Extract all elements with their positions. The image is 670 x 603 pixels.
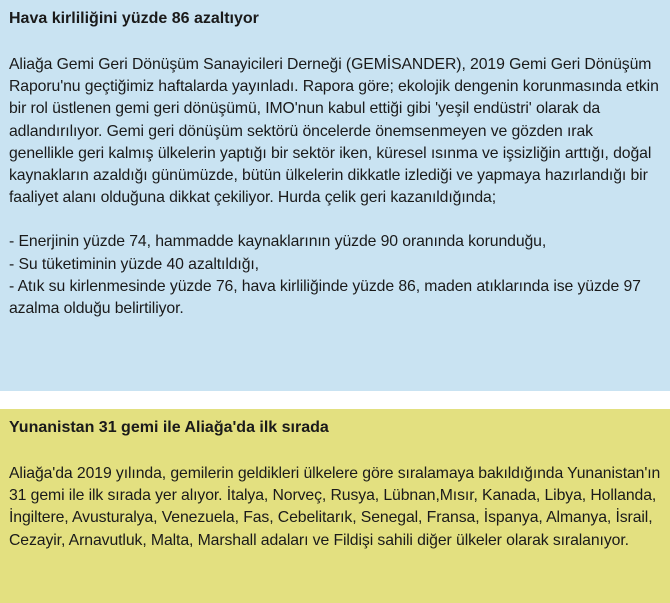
section-paragraph: Aliağa'da 2019 yılında, gemilerin geldikleri ülkelere göre sıralamaya bakıldığında Yunanistan'ın 31 gemi ile ilk sırada yer alıyor. İtalya, Norveç, Rusya, Lübnan,Mısır, Kanada, Libya, Hollanda, İngiltere, Avusturalya, Venezuela, Fas, Cebelitarık, Senegal, Fransa, İspanya, Almanya, İsrail, Cezayir, Arnavutluk, Malta, Marshall adaları ve Fildişi sahili diğer ülkeler olarak sıralanıyor. <box>9 465 661 549</box>
list-item: - Enerjinin yüzde 74, hammadde kaynaklarının yüzde 90 oranında korunduğu, <box>9 233 547 251</box>
list-item: - Su tüketiminin yüzde 40 azaltıldığı, <box>9 255 259 273</box>
section-paragraph: Aliağa Gemi Geri Dönüşüm Sanayicileri Derneği (GEMİSANDER), 2019 Gemi Geri Dönüşüm Raporu'nu geçtiğimiz haftalarda yayınladı. Rapora göre; ekolojik dengenin korunmasında etkin bir rol üstlenen gemi geri dönüşümü, IMO'nun kabul ettiği gibi 'yeşil endüstri' olarak da adlandırılıyor. Gemi geri dönüşüm sektörü öncelerde önemsenmeyen ve gözden ırak genellikle geri kalmış ülkelerin yaptığı bir sektör iken, küresel ısınma ve işsizliğin arttığı, doğal kaynakların azaldığı günümüzde, bütün ülkelerin dikkatle izlediği ve yapmaya hazırlandığı bir faaliyet alanı olduğuna dikkat çekiliyor. Hurda çelik geri kazanıldığında; <box>9 56 659 207</box>
info-box-greece-ranking <box>0 409 670 603</box>
list-item: - Atık su kirlenmesinde yüzde 76, hava kirliliğinde yüzde 86, maden atıklarında ise yüzde 97 azalma olduğu belirtiliyor. <box>9 277 641 318</box>
paragraph-spacer <box>9 209 662 231</box>
section-heading: Hava kirliliğini yüzde 86 azaltıyor <box>9 10 259 27</box>
section-heading: Yunanistan 31 gemi ile Aliağa'da ilk sırada <box>9 419 329 436</box>
